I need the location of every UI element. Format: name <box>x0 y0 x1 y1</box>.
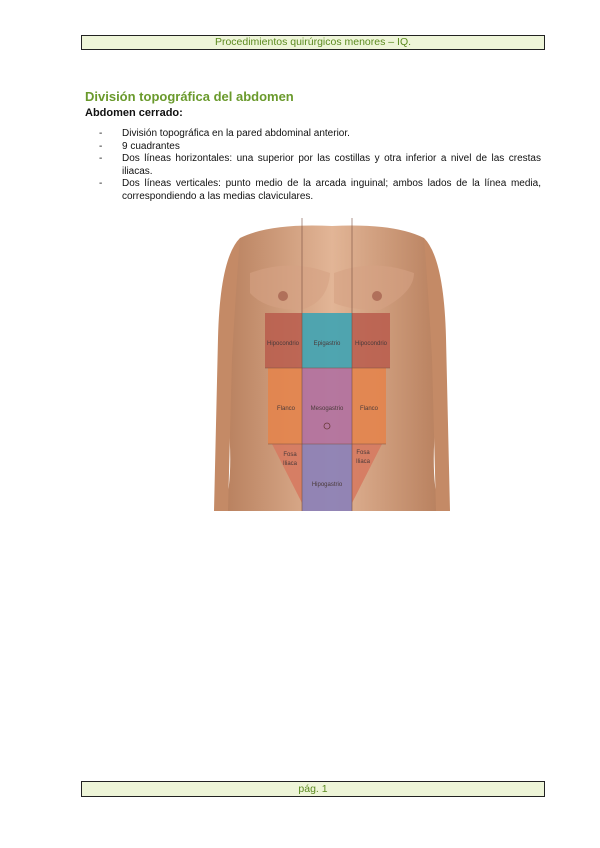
label-fosa-izq-2: Iliaca <box>355 459 371 465</box>
label-flanco-izq: Flanco <box>359 406 379 412</box>
section-subtitle: Abdomen cerrado: <box>85 107 183 119</box>
nipple-right <box>372 291 382 301</box>
label-mesogastrio: Mesogastrio <box>310 406 344 412</box>
header-text: Procedimientos quirúrgicos menores – IQ. <box>214 36 412 48</box>
region-hipogastrio <box>302 444 352 511</box>
page-number: pág. 1 <box>298 783 328 795</box>
label-hipocondrio-der: Hipocondrio <box>266 341 300 347</box>
list-item-text: Dos líneas verticales: punto medio de la arcada inguinal; ambos lados de la línea media, correspondiendo a las medias claviculares. <box>122 178 541 202</box>
abdomen-regions-figure <box>210 218 454 511</box>
label-hipogastrio: Hipogastrio <box>311 482 343 488</box>
page-header <box>81 35 545 50</box>
bullet-list <box>99 128 541 203</box>
list-item: - 9 cuadrantes <box>99 140 180 152</box>
list-item-text: División topográfica en la pared abdominal anterior. <box>122 128 350 139</box>
page-footer <box>81 781 545 797</box>
list-item: - Dos líneas verticales: punto medio de la arcada inguinal; ambos lados de la línea media, correspondiendo a las medias claviculares. <box>99 178 541 202</box>
label-fosa-der-1: Fosa <box>283 452 297 458</box>
nipple-left <box>278 291 288 301</box>
abdomen-illustration <box>210 218 454 511</box>
list-item-text: 9 cuadrantes <box>122 140 180 152</box>
label-fosa-izq-1: Fosa <box>356 450 370 456</box>
list-item: - División topográfica en la pared abdominal anterior. <box>99 128 350 139</box>
section-title: División topográfica del abdomen <box>85 89 294 104</box>
label-flanco-der: Flanco <box>276 406 296 412</box>
label-fosa-der-2: Iliaca <box>282 461 298 467</box>
list-item: - Dos líneas horizontales: una superior por las costillas y otra inferior a nivel de las crestas iliacas. <box>99 153 541 177</box>
label-epigastrio: Epigastrio <box>313 341 341 347</box>
list-item-text: Dos líneas horizontales: una superior por las costillas y otra inferior a nivel de las crestas iliacas. <box>122 153 541 177</box>
label-hipocondrio-izq: Hipocondrio <box>354 341 388 347</box>
